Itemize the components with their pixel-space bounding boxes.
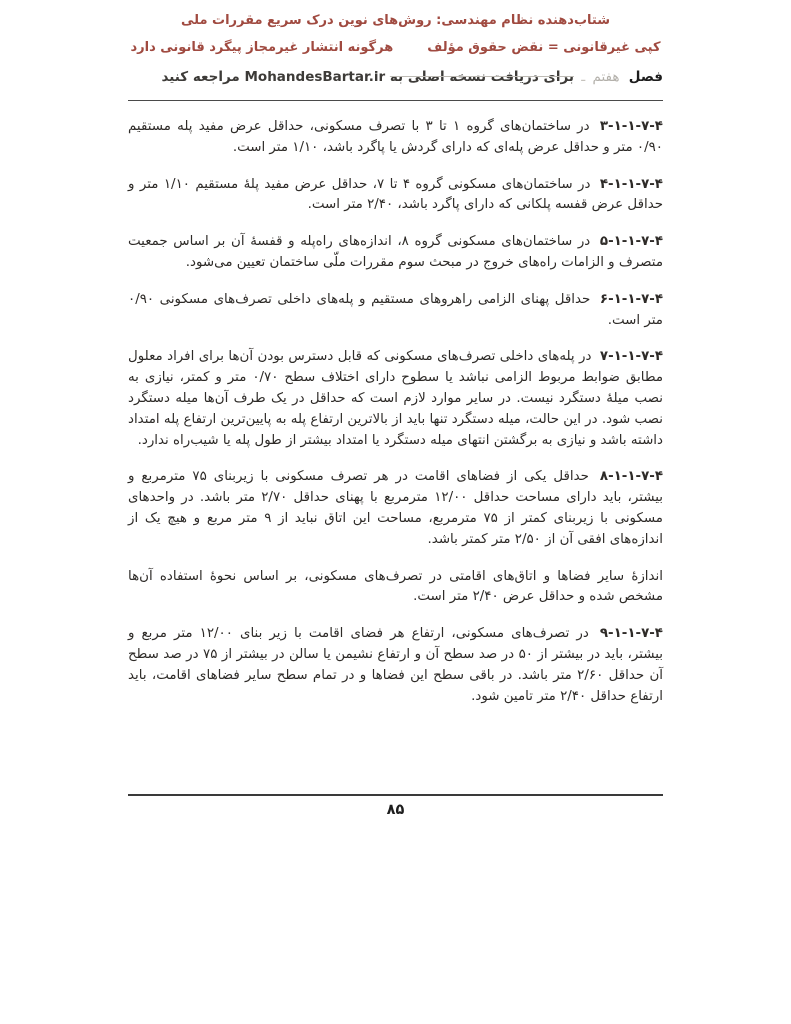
section-paragraph xyxy=(128,347,663,451)
legal-warning-text: هرگونه انتشار غیرمجاز پیگرد قانونی دارد xyxy=(130,40,394,55)
paragraph-text: در ساختمان‌های مسکونی گروه ۴ تا ۷، حداقل عرض مفید پلۀ مستقیم ۱/۱۰ متر و حداقل عرض قفسه پلکانی که دارای پاگرد باشد، ۲/۴۰ متر است. xyxy=(128,176,663,213)
section-number: ۴-۷-۱-۱-۵ xyxy=(599,234,663,250)
watermark-site-pre-text: برای دریافت نسخه اصلی به xyxy=(389,69,574,85)
chapter-heading-line xyxy=(128,67,663,88)
paragraph-text: در ساختمان‌های گروه ۱ تا ۳ با تصرف مسکونی، حداقل عرض مفید پله مستقیم ۰/۹۰ متر و حداقل عرض پله‌ای که دارای گردش یا پاگرد باشد، ۱/۱۰ متر است. xyxy=(128,119,663,155)
watermark-site-url: MohandesBartar.ir xyxy=(244,69,386,85)
section-paragraph xyxy=(128,624,663,707)
section-number: ۴-۷-۱-۱-۴ xyxy=(599,176,663,192)
ghost-dash: ـ xyxy=(581,69,586,85)
section-paragraph xyxy=(128,567,663,609)
section-number: ۴-۷-۱-۱-۶ xyxy=(599,291,663,307)
watermark-notice-2 xyxy=(128,37,663,58)
watermark-notice-1: شتاب‌دهنده نظام مهندسی: روش‌های نوین درک سریع مقررات ملی xyxy=(181,13,610,28)
copyright-equation-text: کپی غیرقانونی = نقض حقوق مؤلف xyxy=(427,40,661,55)
document-body xyxy=(128,117,663,707)
header-rule xyxy=(128,100,663,101)
section-number: ۴-۷-۱-۱-۳ xyxy=(599,119,663,134)
chapter-name: هفتم xyxy=(592,69,620,85)
section-paragraph xyxy=(128,290,663,332)
paragraph-text: حداقل پهنای الزامی راهروهای مستقیم و پله‌های داخلی تصرف‌های مسکونی ۰/۹۰ متر است. xyxy=(128,291,663,328)
paragraph-text: حداقل یکی از فضاهای اقامت در هر تصرف مسکونی با زیربنای ۷۵ مترمربع و بیشتر، باید دارای مساحت حداقل ۱۲/۰۰ مترمربع با پهنای حداقل ۲/۷۰ متر باشد. در واحدهای مسکونی با زیربنای کمتر از ۷۵ مترمربع، مساحت این اتاق نباید از ۹ متر مربع و هیچ یک از اندازه‌های افقی آن از ۲/۵۰ متر کمتر باشد. xyxy=(128,469,663,547)
paragraph-text: در ساختمان‌های مسکونی گروه ۸، اندازه‌های راه‌پله و قفسۀ آن بر اساس جمعیت متصرف و الزامات راه‌های خروج در مبحث سوم مقررات ملّی ساختمان تعیین می‌شود. xyxy=(128,234,663,270)
section-paragraph xyxy=(128,232,663,274)
paragraph-text: در پله‌های داخلی تصرف‌های مسکونی که قابل دسترس بودن آن‌ها برای افراد معلول مطابق ضوابط مربوط الزامی نباشد یا سطوح دارای اختلاف سطح ۰/۷۰ متر و کمتر، نیازی به نصب میلۀ دستگرد نیست. در سایر موارد لازم است که حداقل در یک طرف آن‌ها میله دستگرد نصب شود. در این حالت، میله دستگرد تنها باید از بالاترین ارتفاع پله به پایین‌ترین ارتفاع پله امتداد داشته باشد و نیازی به برگشتن انتهای میله دستگرد یا امتداد بیشتر از طول پله یا شیب‌راه ندارد. xyxy=(128,349,663,448)
page-header xyxy=(128,0,663,101)
watermark-site-post-text: مراجعه کنید xyxy=(161,69,240,85)
chapter-label: فصل xyxy=(628,69,663,85)
paragraph-text: در تصرف‌های مسکونی، ارتفاع هر فضای اقامت با زیر بنای ۱۲/۰۰ متر مربع و بیشتر، باید در بیشتر از ۵۰ در صد سطح آن و ارتفاع نشیمن یا سالن در بیشتر از ۷۵ در صد سطح آن حداقل ۲/۶۰ متر باشد. در باقی سطح این فضاها و در تمام سطح سایر فضاهای اقامت، باید ارتفاع حداقل ۲/۴۰ متر تامین شود. xyxy=(128,626,664,704)
section-number: ۴-۷-۱-۱-۹ xyxy=(599,626,663,642)
section-number: ۴-۷-۱-۱-۸ xyxy=(599,469,663,485)
footer-rule xyxy=(128,794,663,796)
section-paragraph xyxy=(128,467,663,550)
watermark-site-line xyxy=(161,69,573,85)
section-number: ۴-۷-۱-۱-۷ xyxy=(599,349,663,365)
section-paragraph xyxy=(128,117,663,159)
page-footer xyxy=(128,794,663,818)
section-paragraph xyxy=(128,175,663,217)
paragraph-text: اندازۀ سایر فضاها و اتاق‌های اقامتی در تصرف‌های مسکونی، بر اساس نحوۀ استفاده آن‌ها مشخص شده و حداقل عرض ۲/۴۰ متر است. xyxy=(128,568,663,605)
page-number: ۸۵ xyxy=(386,802,405,818)
